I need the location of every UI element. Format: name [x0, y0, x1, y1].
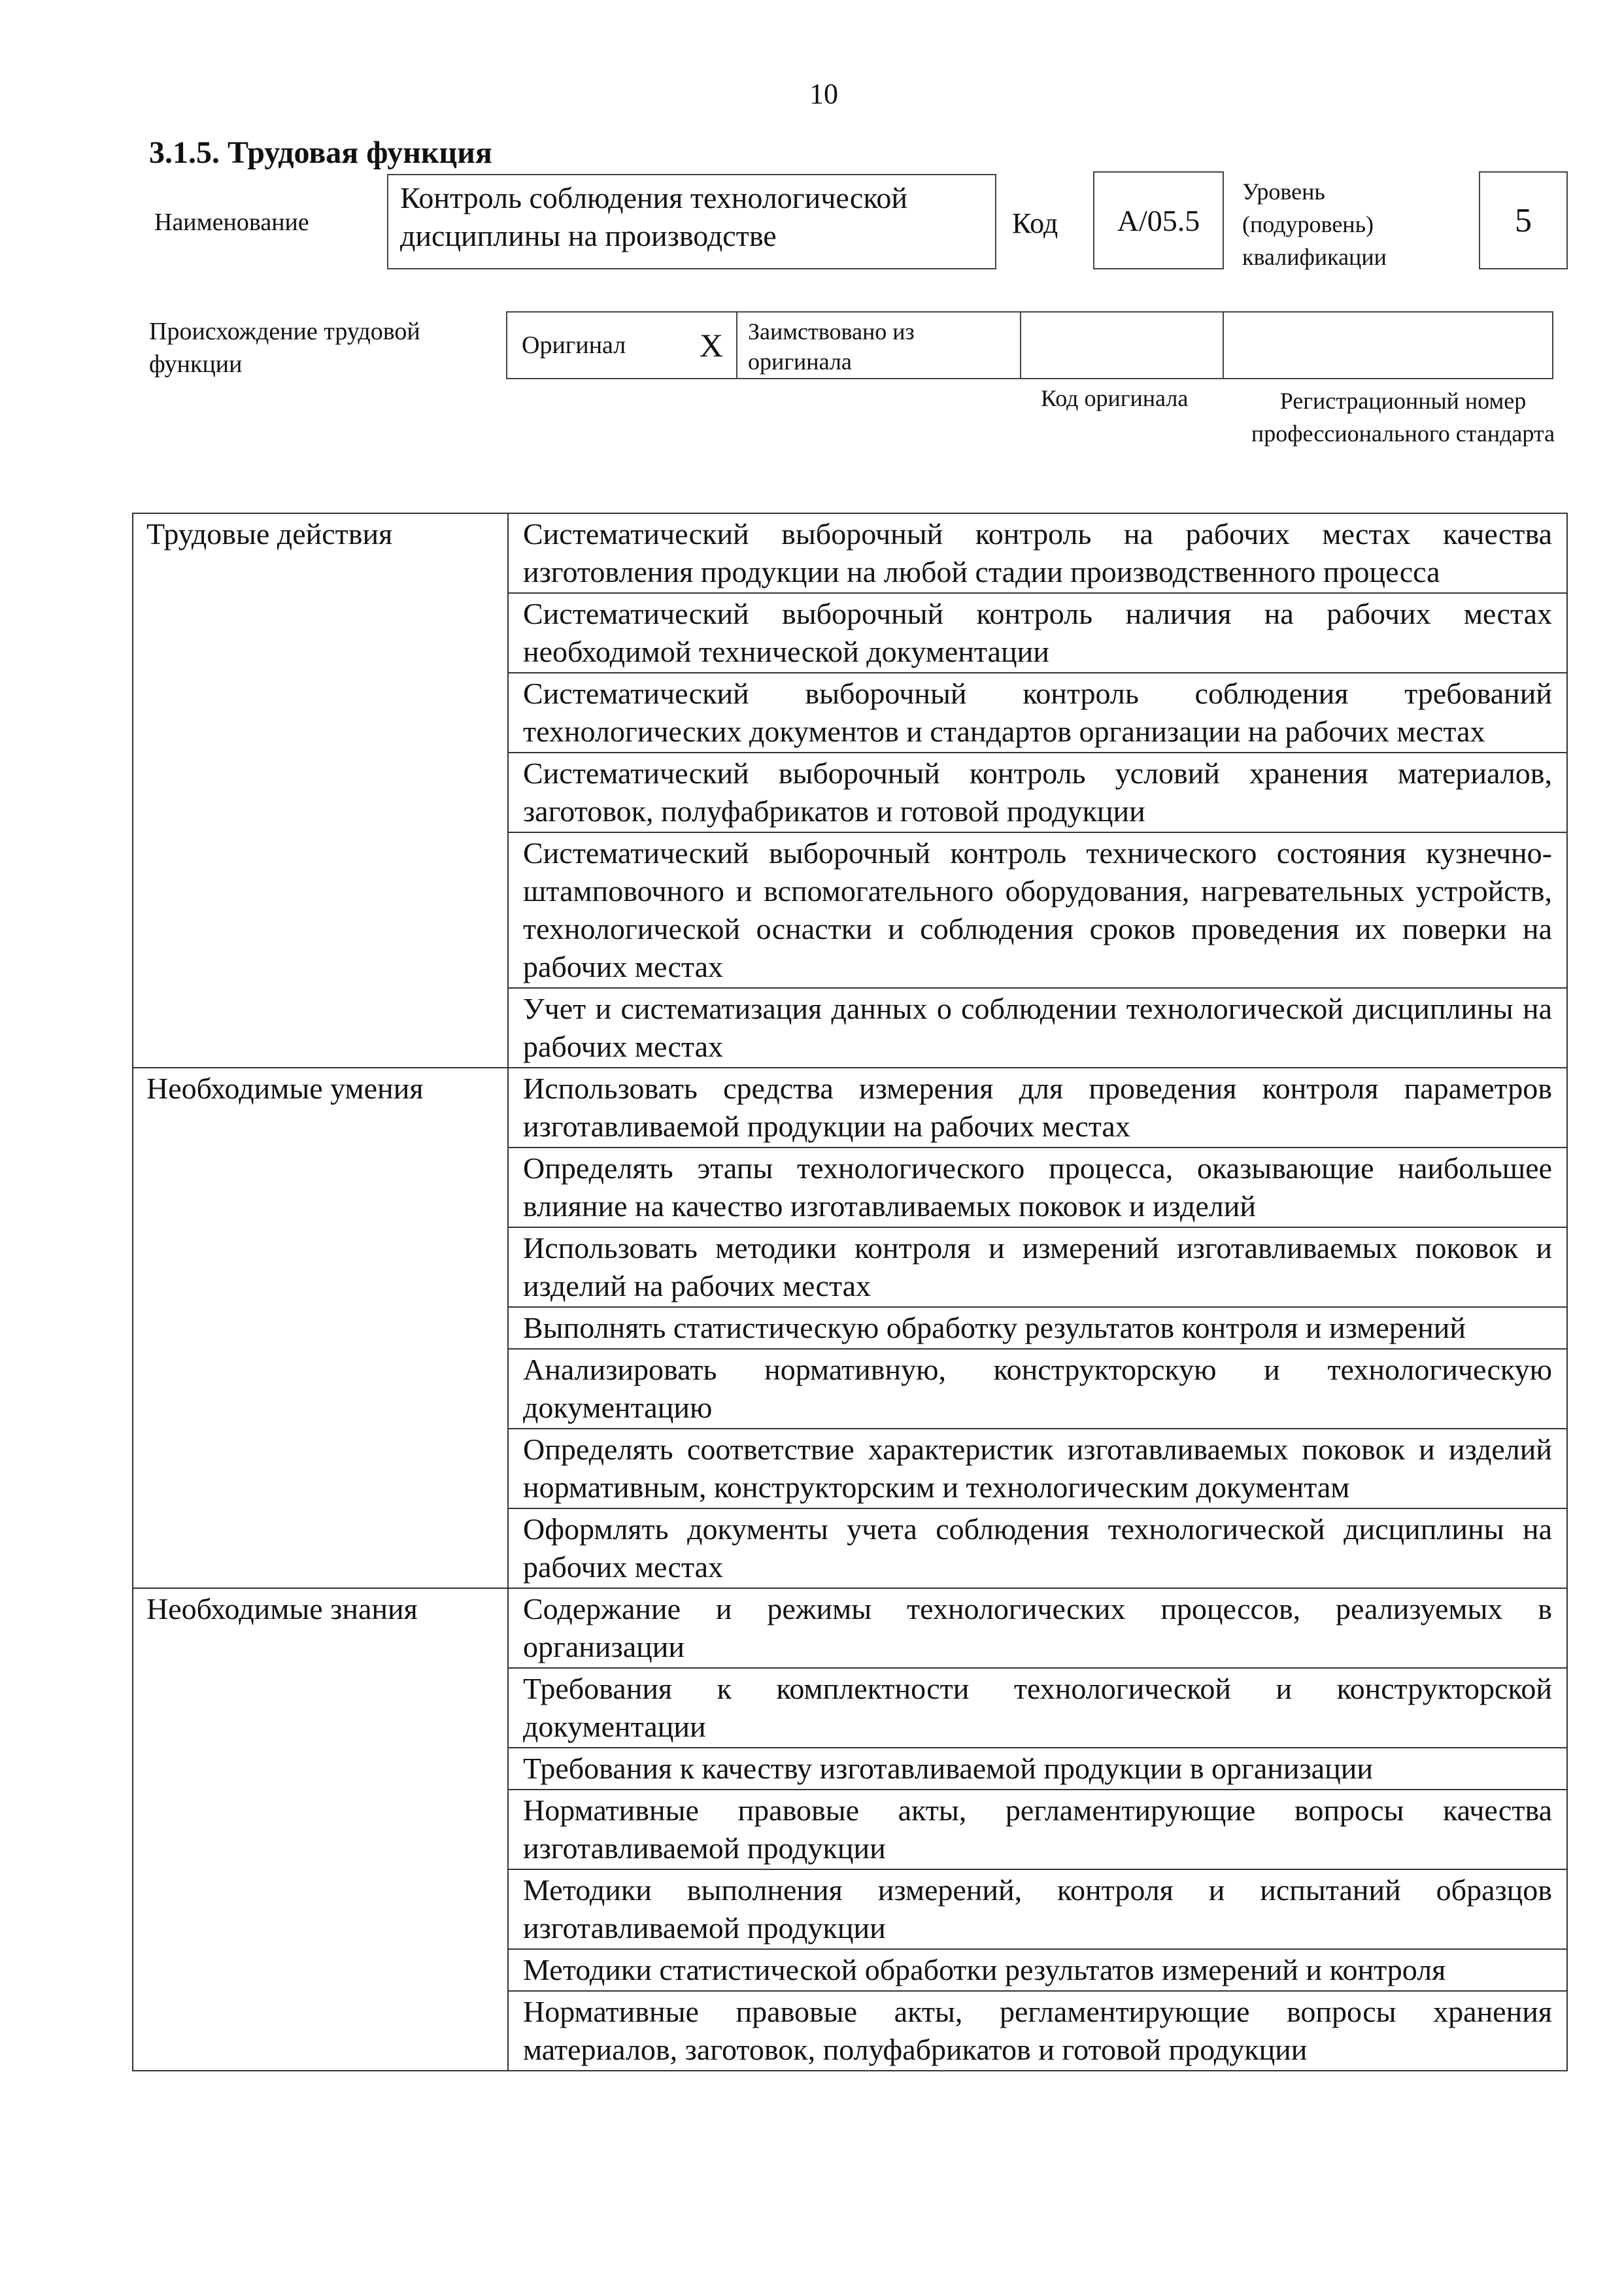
table-item: Методики выполнения измерений, контроля и испытаний образцов изготавливаемой продукции	[508, 1869, 1567, 1949]
table-item: Использовать методики контроля и измерений изготавливаемых поковок и изделий на рабочих местах	[508, 1227, 1567, 1307]
table-row	[133, 1588, 1567, 1668]
name-value: Контроль соблюдения технологической дисциплины на производстве	[400, 181, 907, 252]
original-mark: X	[699, 327, 723, 364]
level-value: 5	[1515, 201, 1532, 239]
table-item: Учет и систематизация данных о соблюдении технологической дисциплины на рабочих местах	[508, 988, 1567, 1068]
table-item: Систематический выборочный контроль технического состояния кузнечно-штамповочного и вспомогательного оборудования, нагревательных устройств, технологической оснастки и соблюдения сроков проведения их поверки на рабочих местах	[508, 832, 1567, 988]
table-item: Систематический выборочный контроль условий хранения материалов, заготовок, полуфабрикатов и готовой продукции	[508, 753, 1567, 832]
origin-label	[149, 315, 489, 381]
table-item: Оформлять документы учета соблюдения технологической дисциплины на рабочих местах	[508, 1508, 1567, 1588]
table-item: Систематический выборочный контроль наличия на рабочих местах необходимой технической документации	[508, 593, 1567, 673]
original-label: Оригинал	[522, 332, 626, 359]
table-row	[133, 1068, 1567, 1148]
table-item: Определять соответствие характеристик изготавливаемых поковок и изделий нормативным, конструкторским и технологическим документам	[508, 1429, 1567, 1508]
name-label: Наименование	[154, 209, 309, 236]
original-cell	[506, 311, 737, 379]
section-category: Трудовые действия	[133, 513, 508, 1068]
borrowed-label: Заимствовано из оригинала	[748, 318, 915, 375]
code-value-box	[1093, 171, 1224, 269]
table-item: Требования к комплектности технологической и конструкторской документации	[508, 1668, 1567, 1748]
table-row	[133, 513, 1567, 593]
level-label	[1242, 175, 1438, 273]
table-item: Методики статистической обработки результатов измерений и контроля	[508, 1949, 1567, 1991]
origin-label-text: Происхождение трудовой функции	[149, 318, 420, 378]
table-item: Нормативные правовые акты, регламентирующие вопросы качества изготавливаемой продукции	[508, 1790, 1567, 1869]
origin-row	[507, 311, 1553, 379]
page-number: 10	[809, 78, 838, 110]
level-value-box	[1479, 171, 1568, 269]
section-category: Необходимые умения	[133, 1068, 508, 1588]
table-item: Требования к качеству изготавливаемой продукции в организации	[508, 1748, 1567, 1790]
registration-number-caption: Регистрационный номер профессионального стандарта	[1251, 388, 1555, 447]
section-title: 3.1.5. Трудовая функция	[149, 135, 492, 170]
registration-number-cell	[1223, 311, 1553, 379]
table-item: Систематический выборочный контроль на рабочих местах качества изготовления продукции на любой стадии производственного процесса	[508, 513, 1567, 593]
table-item: Определять этапы технологического процесса, оказывающие наибольшее влияние на качество изготавливаемых поковок и изделий	[508, 1148, 1567, 1227]
code-value: A/05.5	[1117, 203, 1200, 237]
table-item: Содержание и режимы технологических процессов, реализуемых в организации	[508, 1588, 1567, 1668]
table-item: Использовать средства измерения для проведения контроля параметров изготавливаемой продукции на рабочих местах	[508, 1068, 1567, 1148]
section-category: Необходимые знания	[133, 1588, 508, 2071]
borrowed-cell	[736, 311, 1021, 379]
function-table-body	[133, 513, 1567, 2071]
table-item: Выполнять статистическую обработку результатов контроля и измерений	[508, 1307, 1567, 1349]
original-code-caption: Код оригинала	[1041, 385, 1189, 411]
code-label: Код	[1012, 207, 1058, 239]
name-value-box	[387, 174, 996, 269]
level-label-text: Уровень (подуровень) квалификации	[1242, 178, 1387, 270]
table-item: Нормативные правовые акты, регламентирующие вопросы хранения материалов, заготовок, полуфабрикатов и готовой продукции	[508, 1991, 1567, 2071]
table-item: Анализировать нормативную, конструкторскую и технологическую документацию	[508, 1349, 1567, 1429]
function-table	[132, 513, 1568, 2071]
table-item: Систематический выборочный контроль соблюдения требований технологических документов и стандартов организации на рабочих местах	[508, 673, 1567, 753]
original-code-cell	[1020, 311, 1224, 379]
